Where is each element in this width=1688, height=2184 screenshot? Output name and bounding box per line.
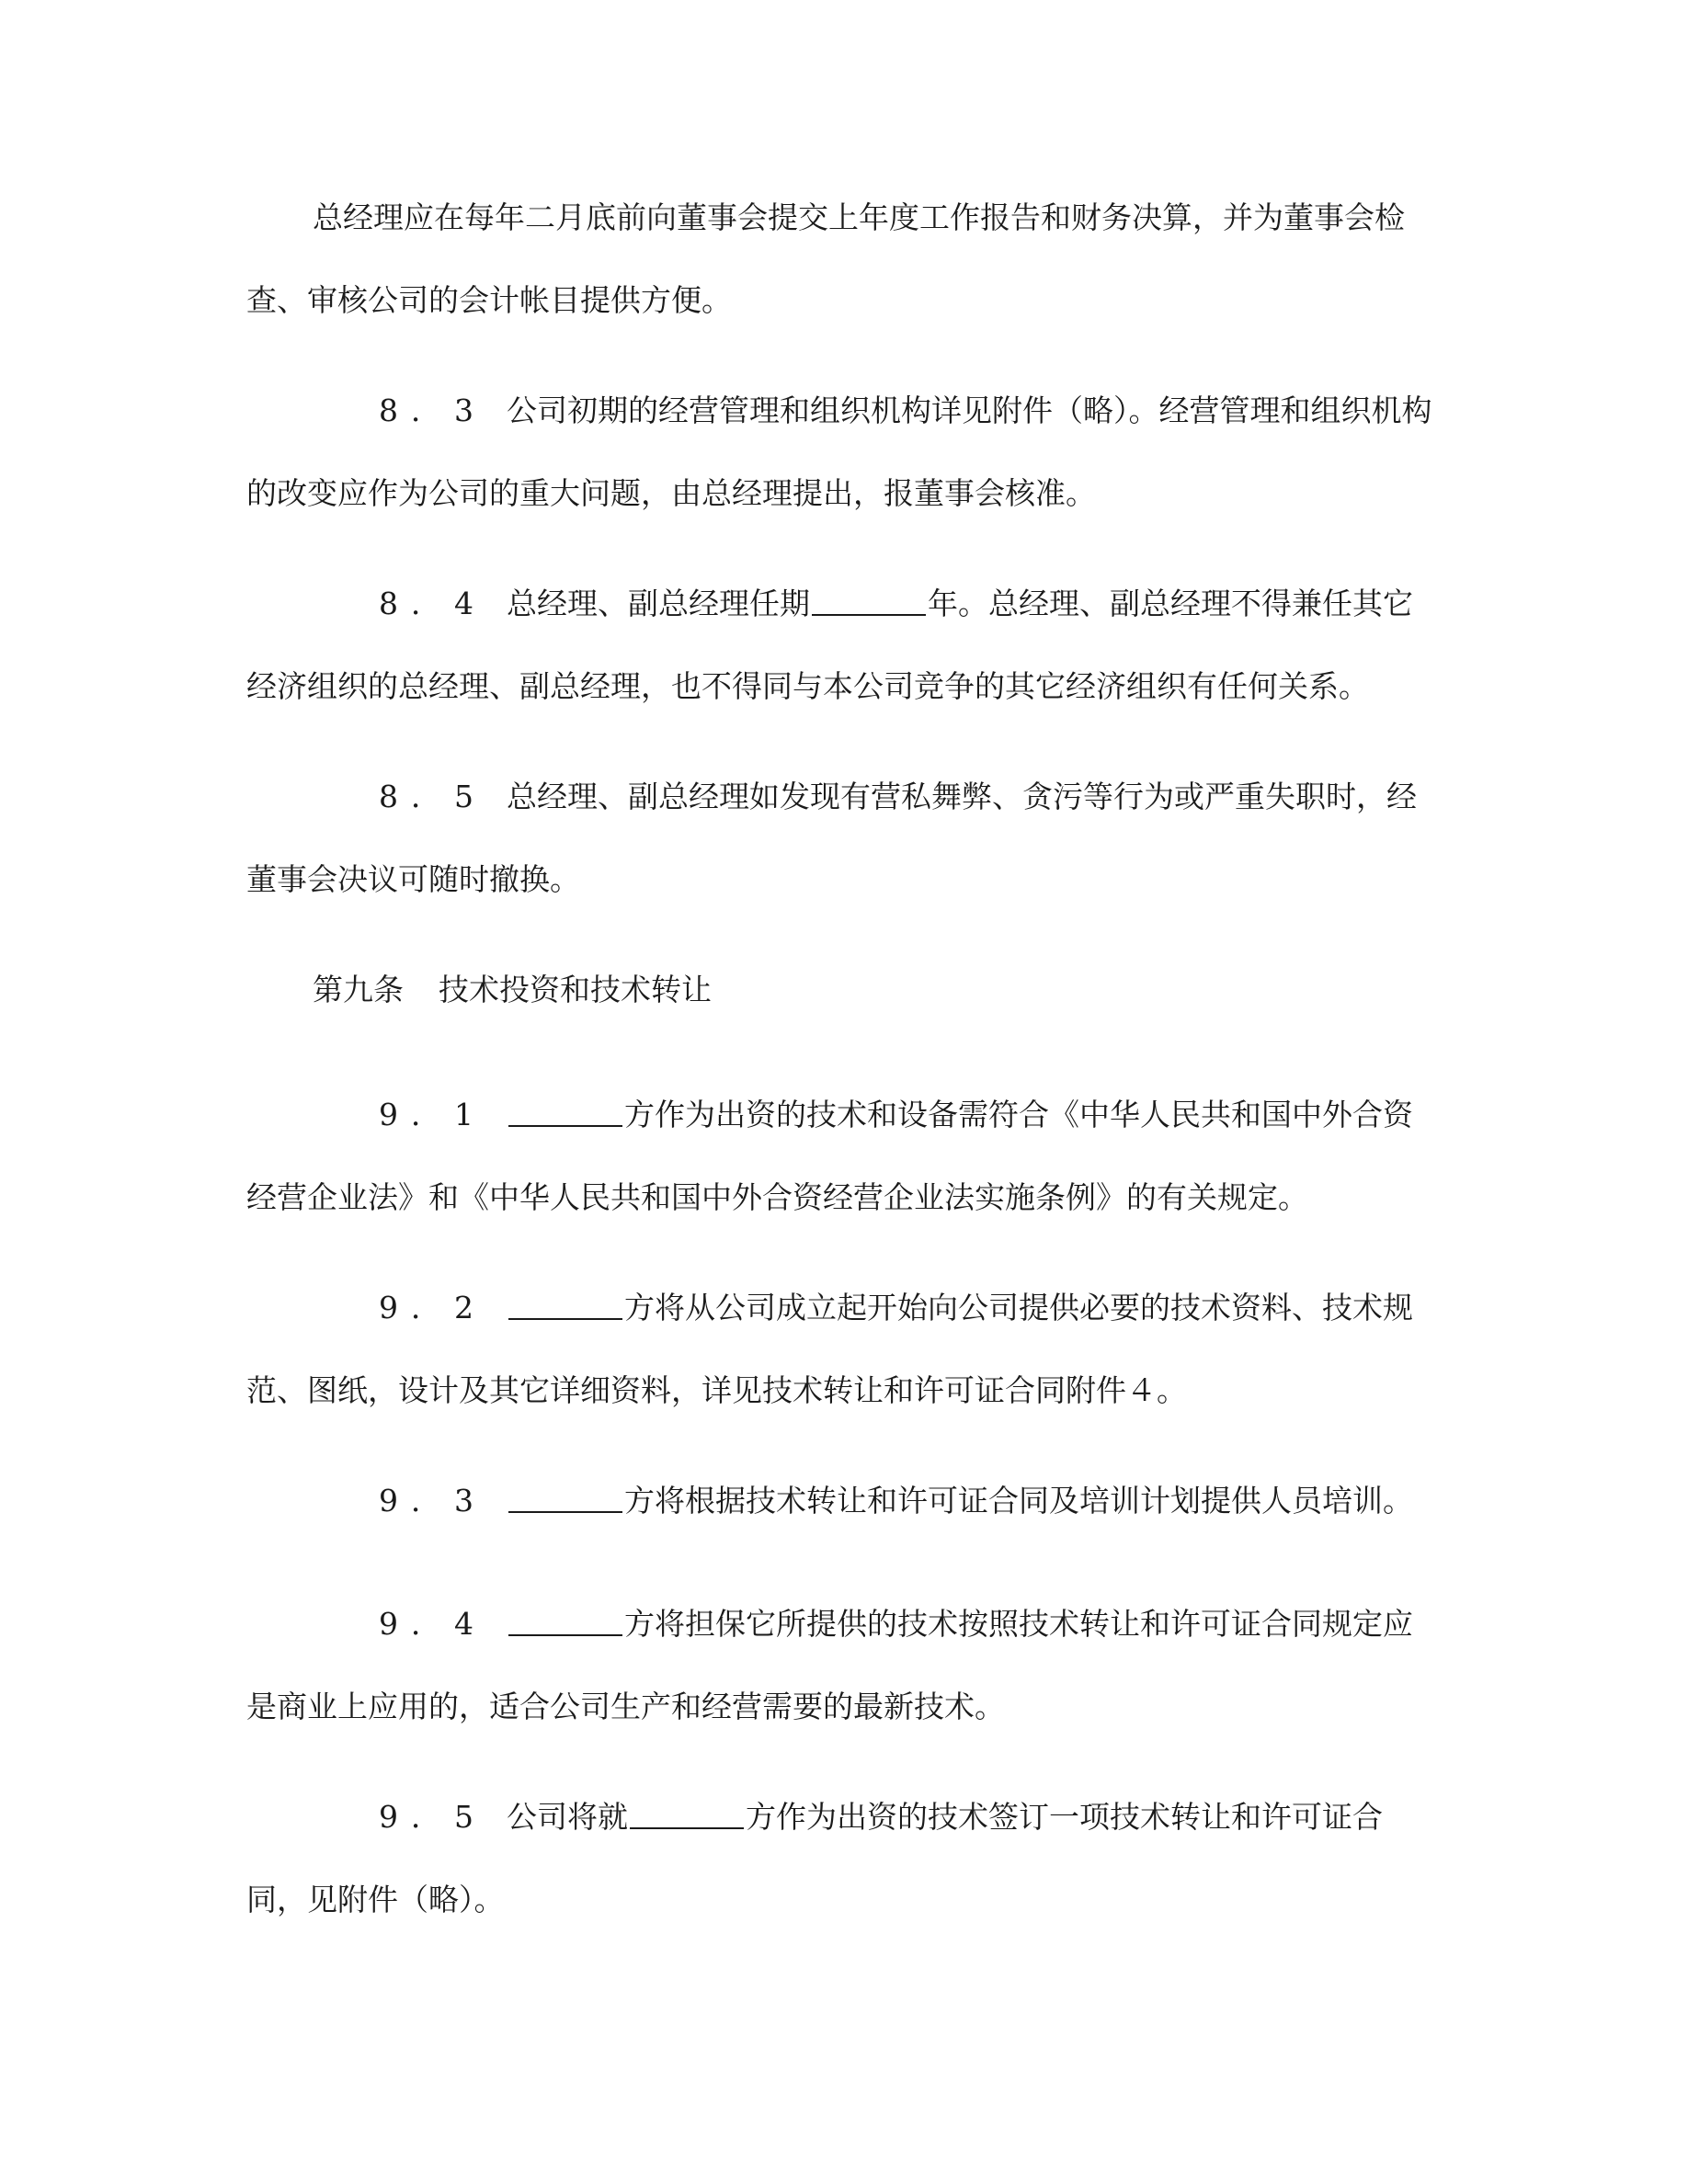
clause-text-after-blank: 年。总经理、副总经理不得兼任其它经济组织的总经理、副总经理，也不得同与本公司竞争的其它经济组织有任何关系。 <box>246 586 1413 704</box>
fill-in-blank <box>630 1796 744 1829</box>
clause-number: 8．3 <box>379 392 486 428</box>
clause-8-3 <box>246 370 1432 535</box>
fill-in-blank <box>508 1094 622 1127</box>
clause-9-5 <box>246 1776 1432 1941</box>
clause-text-after-blank: 方将担保它所提供的技术按照技术转让和许可证合同规定应是商业上应用的，适合公司生产和经营需要的最新技术。 <box>246 1606 1413 1724</box>
article-9-heading <box>313 949 712 1031</box>
clause-9-1 <box>246 1074 1432 1239</box>
clause-number: 8．4 <box>379 586 486 621</box>
clause-text-after-blank: 方将从公司成立起开始向公司提供必要的技术资料、技术规范、图纸，设计及其它详细资料，详见技术转让和许可证合同附件４。 <box>246 1290 1413 1408</box>
clause-8-5 <box>246 756 1432 921</box>
clause-8-4 <box>246 563 1432 728</box>
clause-9-4 <box>246 1583 1432 1748</box>
clause-text-after-blank: 方作为出资的技术签订一项技术转让和许可证合同，见附件（略）。 <box>246 1799 1383 1917</box>
fill-in-blank <box>508 1603 622 1636</box>
article-title: 技术投资和技术转让 <box>439 972 712 1007</box>
clause-number: 9．2 <box>379 1290 486 1325</box>
paragraph-general-manager-report <box>246 176 1432 342</box>
clause-number: 9．5 <box>379 1799 486 1835</box>
clause-9-2 <box>246 1267 1432 1432</box>
clause-text: 公司初期的经营管理和组织机构详见附件（略）。经营管理和组织机构的改变应作为公司的重大问题，由总经理提出，报董事会核准。 <box>246 392 1432 511</box>
fill-in-blank <box>812 583 926 616</box>
clause-text-before-blank: 总经理、副总经理任期 <box>507 586 810 621</box>
paragraph-text: 总经理应在每年二月底前向董事会提交上年度工作报告和财务决算，并为董事会检查、审核公司的会计帐目提供方便。 <box>246 199 1405 318</box>
clause-number: 9．3 <box>379 1483 486 1519</box>
clause-number: 9．1 <box>379 1097 486 1132</box>
clause-text-before-blank: 公司将就 <box>507 1799 628 1835</box>
fill-in-blank <box>508 1287 622 1320</box>
clause-number: 9．4 <box>379 1606 486 1642</box>
article-label: 第九条 <box>313 972 404 1007</box>
fill-in-blank <box>508 1480 622 1513</box>
clause-number: 8．5 <box>379 779 486 814</box>
clause-text-after-blank: 方作为出资的技术和设备需符合《中华人民共和国中外合资经营企业法》和《中华人民共和国中外合资经营企业法实施条例》的有关规定。 <box>246 1097 1413 1215</box>
clause-text: 总经理、副总经理如发现有营私舞弊、贪污等行为或严重失职时，经董事会决议可随时撤换。 <box>246 779 1417 897</box>
clause-9-3 <box>246 1460 1432 1542</box>
clause-text-after-blank: 方将根据技术转让和许可证合同及培训计划提供人员培训。 <box>624 1483 1413 1519</box>
